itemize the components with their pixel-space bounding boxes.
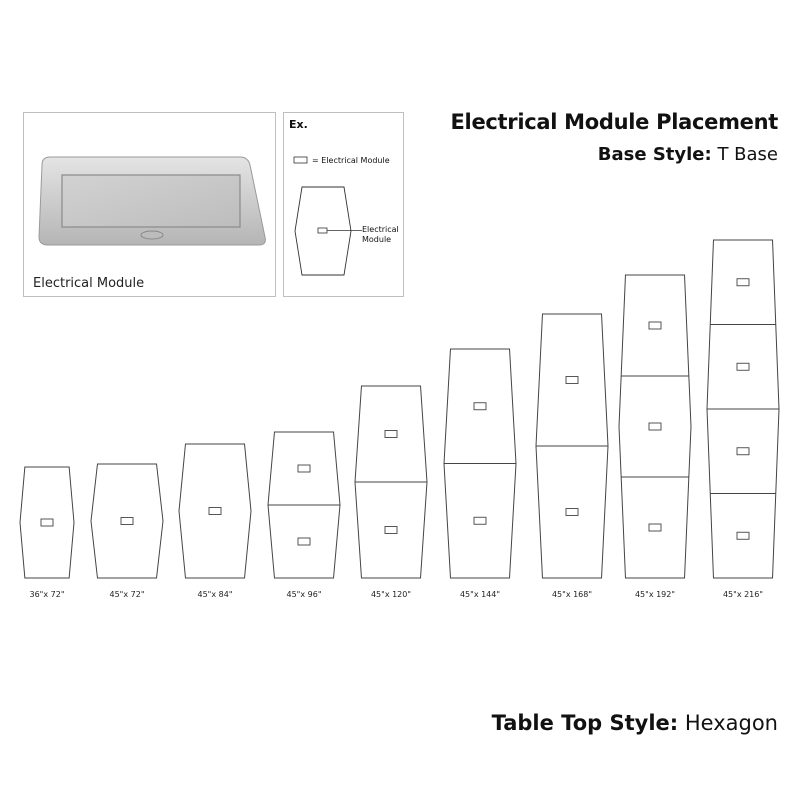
electrical-module-marker (737, 448, 749, 455)
electrical-module-marker (566, 377, 578, 384)
pointer-label-line2: Module (362, 235, 392, 244)
electrical-module-marker (385, 527, 397, 534)
base-style-label: Base Style: (597, 144, 712, 165)
table-top-style-label: Table Top Style: (491, 711, 679, 735)
electrical-module-marker (385, 431, 397, 438)
table-size-label: 45"x 216" (722, 590, 764, 599)
electrical-module-marker (566, 509, 578, 516)
table-size-label: 36"x 72" (29, 590, 65, 599)
legend-text: = Electrical Module (312, 156, 390, 165)
table-top-style-value: Hexagon (684, 711, 778, 735)
pointer-label-line1: Electrical (362, 225, 399, 234)
electrical-module-marker (737, 279, 749, 286)
electrical-module-marker (649, 423, 661, 430)
table-size-label: 45"x 84" (197, 590, 233, 599)
table-size-label: 45"x 192" (634, 590, 676, 599)
table-size-label: 45"x 144" (459, 590, 501, 599)
table-top-style-line (492, 711, 778, 735)
electrical-module-marker (649, 322, 661, 329)
table-size-label: 45"x 120" (370, 590, 412, 599)
electrical-module-marker (474, 403, 486, 410)
base-style-value: T Base (717, 144, 778, 165)
page-title: Electrical Module Placement (450, 110, 778, 134)
electrical-module-marker (41, 519, 53, 526)
electrical-module-marker (209, 508, 221, 515)
electrical-module-marker (474, 517, 486, 524)
electrical-module-marker (737, 363, 749, 370)
photo-caption: Electrical Module (33, 276, 145, 291)
table-size-label: 45"x 72" (109, 590, 145, 599)
table-size-label: 45"x 96" (286, 590, 322, 599)
electrical-module-marker (298, 465, 310, 472)
table-size-label: 45"x 168" (551, 590, 593, 599)
electrical-module-marker (737, 532, 749, 539)
example-title: Ex. (289, 118, 308, 131)
electrical-module-marker (298, 538, 310, 545)
electrical-module-marker (649, 524, 661, 531)
electrical-module-marker (121, 518, 133, 525)
